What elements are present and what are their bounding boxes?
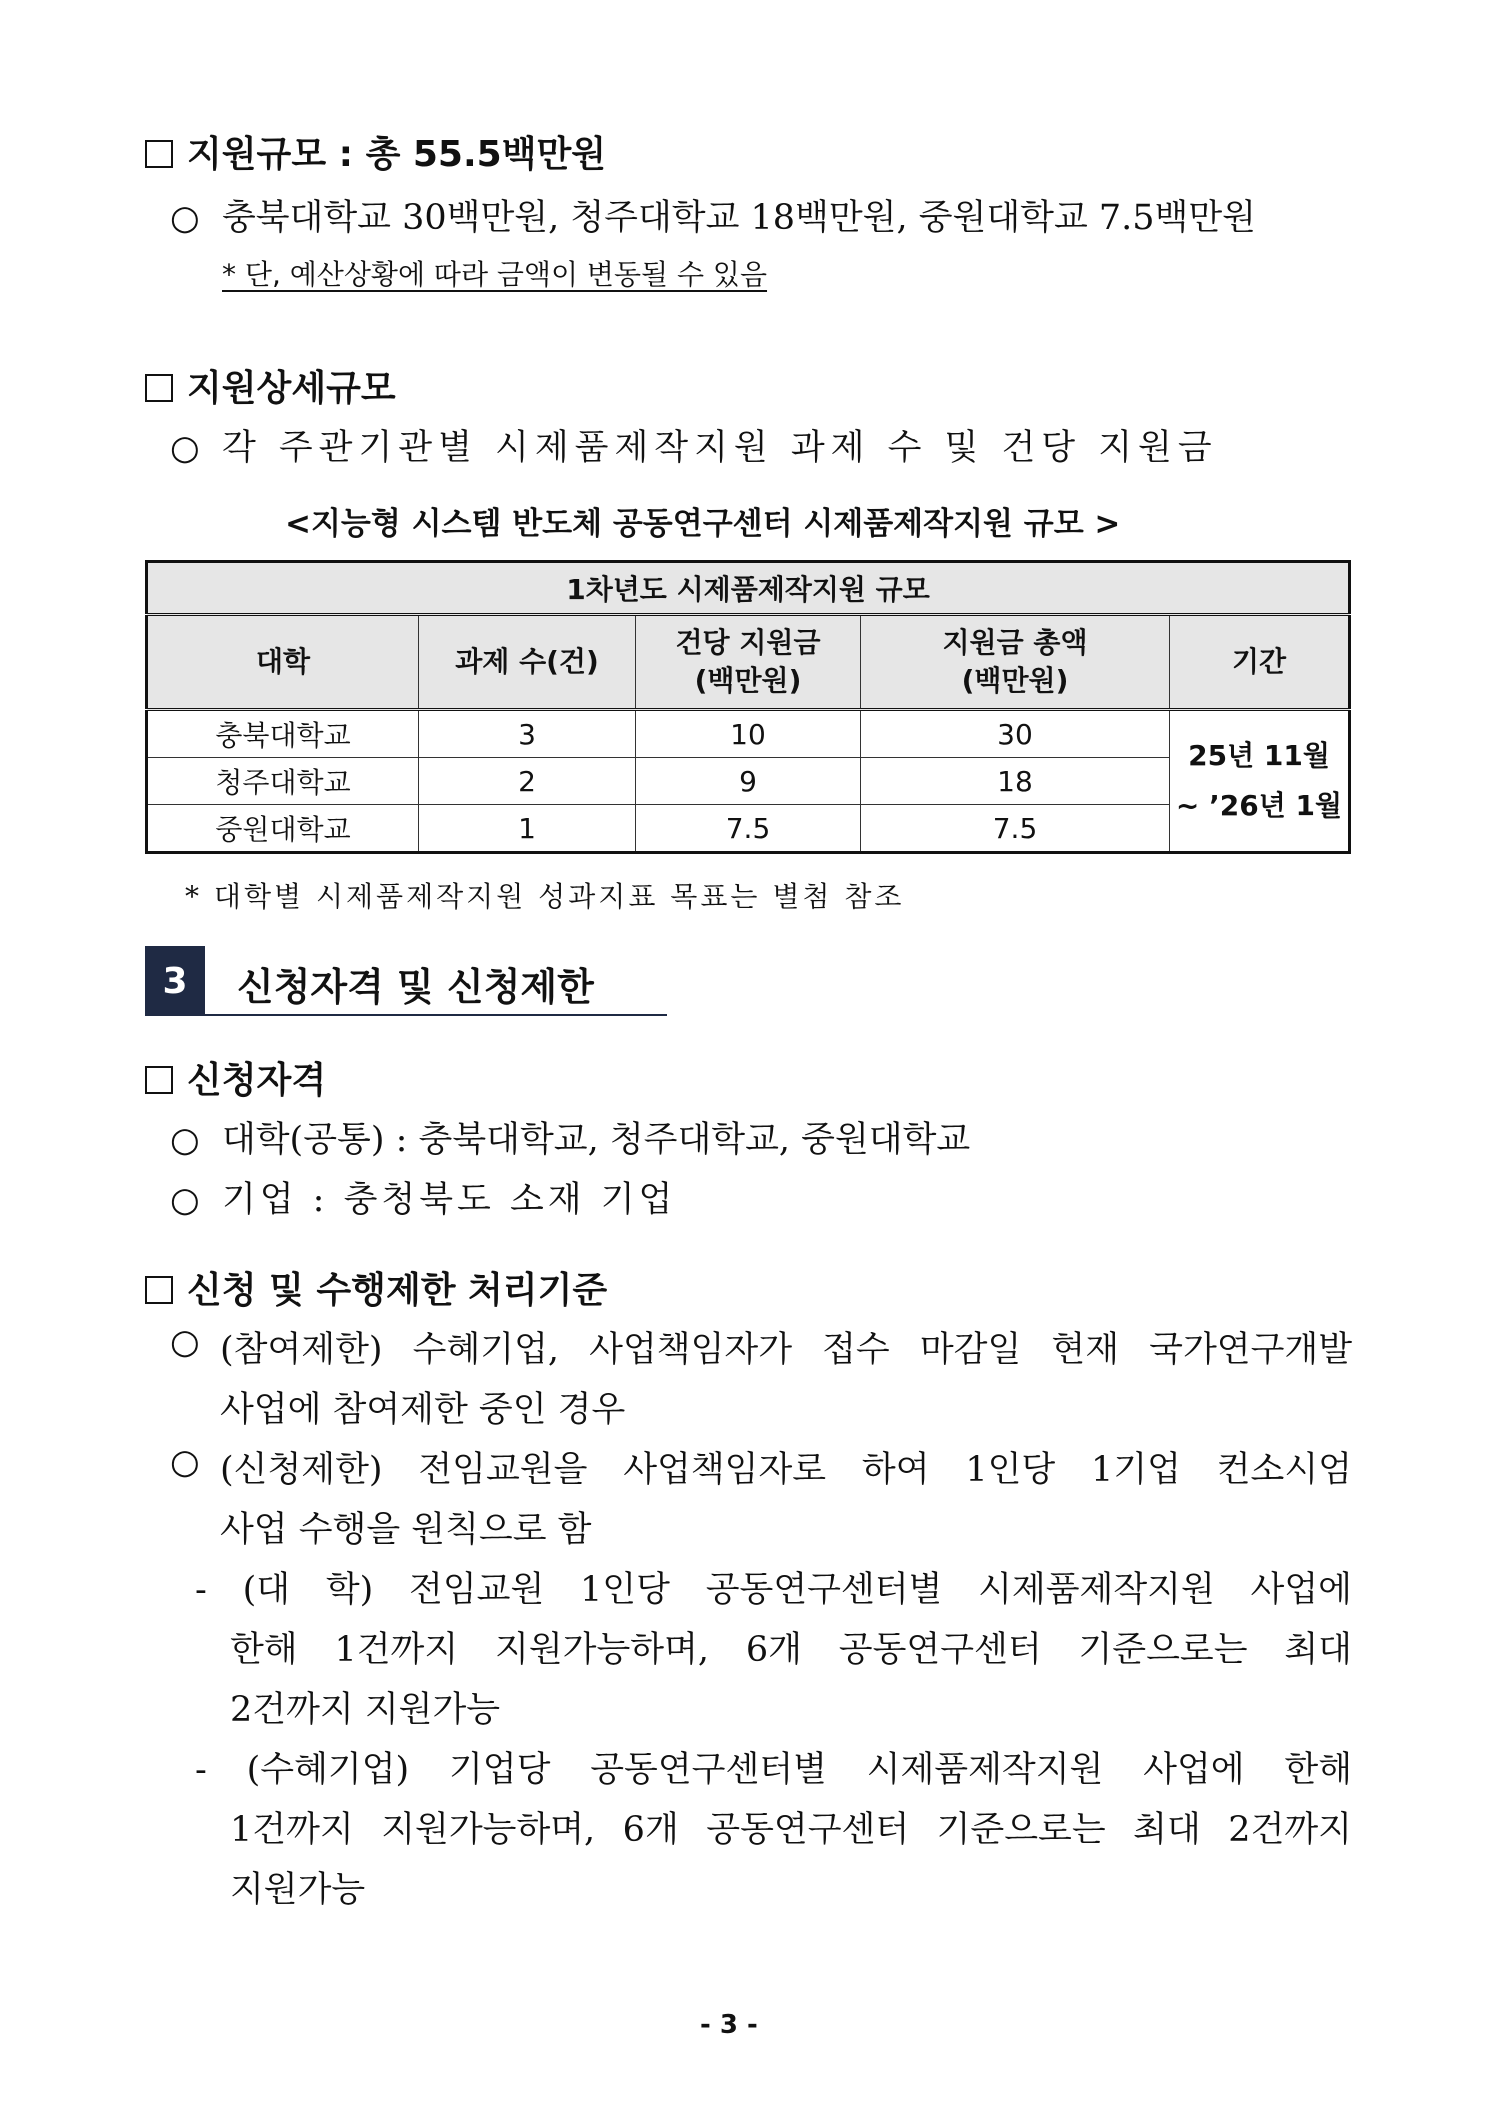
col-period: 기간 <box>1170 615 1350 710</box>
cell-period: 25년 11월 ~ ’26년 1월 <box>1170 710 1350 853</box>
col-per-unit: 건당 지원금 (백만원) <box>636 615 861 710</box>
cell-per-unit: 9 <box>636 758 861 805</box>
cell-count: 3 <box>419 710 636 758</box>
cell-count: 1 <box>419 805 636 853</box>
restriction-bullet1-line2: 사업에 참여제한 중인 경우 <box>220 1390 626 1430</box>
eligibility-bullet: ○ 대학(공통) : 충북대학교, 청주대학교, 중원대학교 <box>170 1120 971 1160</box>
circle-bullet-icon: ○ <box>170 428 200 468</box>
cell-university: 중원대학교 <box>147 805 419 853</box>
section-number: 3 <box>145 946 205 1016</box>
circle-bullet-icon: ○ <box>170 198 200 238</box>
checkbox-square-icon <box>145 1276 173 1304</box>
restriction-detail2-line1: - (수혜기업) 기업당 공동연구센터별 시제품제작지원 사업에 한해 <box>195 1750 1352 1790</box>
checkbox-square-icon <box>145 140 173 168</box>
cell-total: 18 <box>861 758 1170 805</box>
table-row <box>147 758 1350 805</box>
eligibility-heading: 신청자격 <box>145 1052 326 1103</box>
section-underline <box>145 1014 205 1016</box>
table-caption: <지능형 시스템 반도체 공동연구센터 시제품제작지원 규모 > <box>285 506 1121 542</box>
col-university: 대학 <box>147 615 419 710</box>
col-count: 과제 수(건) <box>419 615 636 710</box>
page-number: - 3 - <box>700 2010 758 2040</box>
restriction-detail1-line3: 2건까지 지원가능 <box>230 1690 501 1730</box>
table-note: * 대학별 시제품제작지원 성과지표 목표는 별첨 참조 <box>185 880 905 913</box>
restriction-detail1-line1: - (대 학) 전임교원 1인당 공동연구센터별 시제품제작지원 사업에 <box>195 1570 1352 1610</box>
circle-bullet-icon: ○ <box>170 1322 200 1362</box>
detail-scale-bullet: ○ 각 주관기관별 시제품제작지원 과제 수 및 건당 지원금 <box>170 428 1218 468</box>
cell-per-unit: 7.5 <box>636 805 861 853</box>
bullet-marker <box>170 1322 200 1362</box>
eligibility-bullet: ○ 기업 : 충청북도 소재 기업 <box>170 1180 677 1220</box>
section-underline <box>205 1014 667 1016</box>
circle-bullet-icon: ○ <box>170 1180 200 1220</box>
restriction-detail2-line2: 1건까지 지원가능하며, 6개 공동연구센터 기준으로는 최대 2건까지 <box>230 1810 1352 1850</box>
restriction-detail1-line2: 한해 1건까지 지원가능하며, 6개 공동연구센터 기준으로는 최대 <box>230 1630 1352 1670</box>
cell-total: 7.5 <box>861 805 1170 853</box>
cell-university: 청주대학교 <box>147 758 419 805</box>
table-title: 1차년도 시제품제작지원 규모 <box>147 562 1350 615</box>
table-row <box>147 710 1350 758</box>
support-scale-bullet: ○ 충북대학교 30백만원, 청주대학교 18백만원, 중원대학교 7.5백만원 <box>170 198 1256 238</box>
restriction-bullet2-line1: (신청제한) 전임교원을 사업책임자로 하여 1인당 1기업 컨소시엄 <box>220 1450 1352 1490</box>
table-row <box>147 805 1350 853</box>
cell-per-unit: 10 <box>636 710 861 758</box>
restriction-bullet1-line1: (참여제한) 수혜기업, 사업책임자가 접수 마감일 현재 국가연구개발 <box>220 1330 1352 1370</box>
support-table <box>145 560 1351 854</box>
bullet-marker <box>170 1442 200 1482</box>
restriction-heading: 신청 및 수행제한 처리기준 <box>145 1262 607 1313</box>
col-total: 지원금 총액 (백만원) <box>861 615 1170 710</box>
checkbox-square-icon <box>145 374 173 402</box>
support-scale-note: * 단, 예산상황에 따라 금액이 변동될 수 있음 <box>222 258 768 291</box>
cell-university: 충북대학교 <box>147 710 419 758</box>
checkbox-square-icon <box>145 1066 173 1094</box>
cell-count: 2 <box>419 758 636 805</box>
restriction-detail2-line3: 지원가능 <box>230 1870 366 1910</box>
section-title: 신청자격 및 신청제한 <box>237 965 594 1009</box>
circle-bullet-icon: ○ <box>170 1120 200 1160</box>
restriction-bullet2-line2: 사업 수행을 원칙으로 함 <box>220 1510 592 1550</box>
circle-bullet-icon: ○ <box>170 1442 200 1482</box>
detail-scale-heading: 지원상세규모 <box>145 360 396 411</box>
cell-total: 30 <box>861 710 1170 758</box>
support-scale-heading: 지원규모 : 총 55.5백만원 <box>145 126 606 177</box>
